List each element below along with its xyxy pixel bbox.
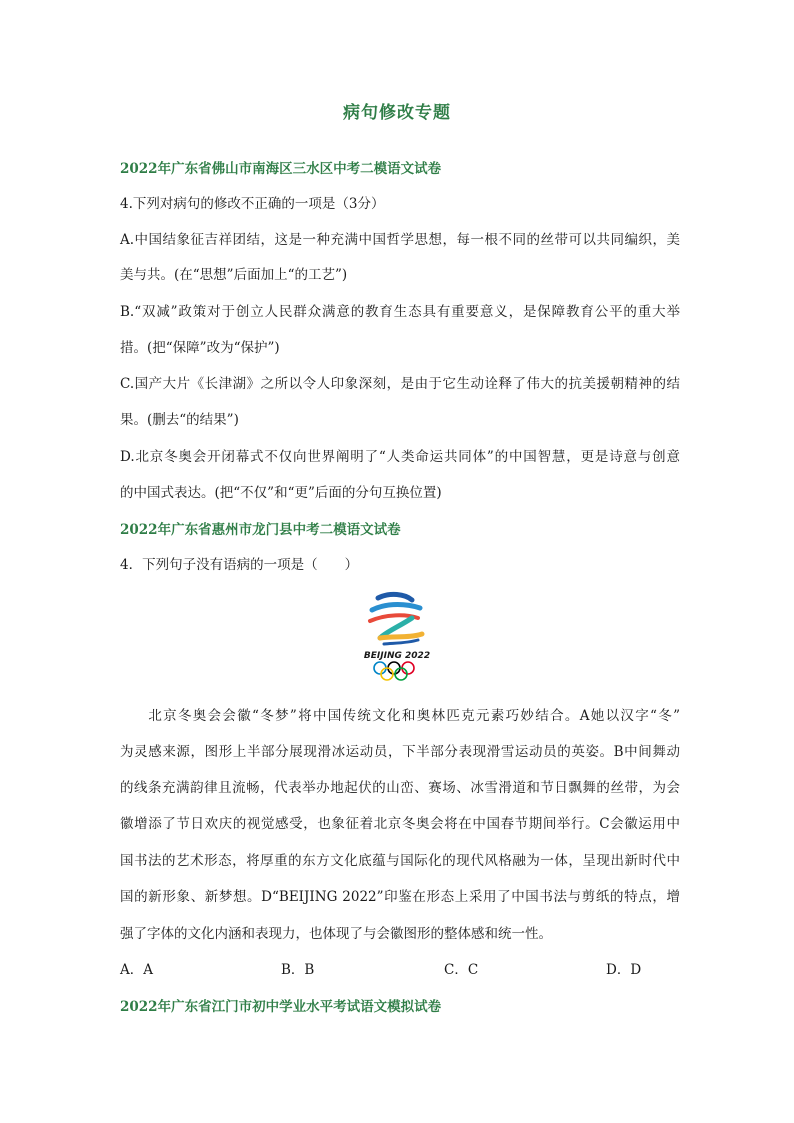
passage-line-6: 国的新形象、新梦想。D“BEIJING 2022”印鉴在形态上采用了中国书法与剪纸的特点，增 [120,889,680,905]
exam-source-heading: 2022年广东省佛山市南海区三水区中考二模语文试卷 [120,161,442,177]
passage-line-2: 为灵感来源，图形上半部分展现滑冰运动员，下半部分表现滑雪运动员的英姿。B中间舞动 [120,744,680,760]
passage-line-1: 北京冬奥会会徽“冬梦”将中国传统文化和奥林匹克元素巧妙结合。A她以汉字“冬” [147,708,680,724]
passage-line-5: 国书法的艺术形态，将厚重的东方文化底蕴与国际化的现代风格融为一体，呈现出新时代中 [120,853,680,869]
passage-line-4: 徽增添了节日欢庆的视觉感受，也象征着北京冬奥会将在中国春节期间举行。C会徽运用中 [120,816,680,832]
passage-line-7: 强了字体的文化内涵和表现力，也体现了与会徽图形的整体感和统一性。 [120,926,552,942]
emblem-wordmark: BEIJING 2022 [363,651,431,661]
choice-c: C．C [444,962,479,978]
question-stem: 4.下列对病句的修改不正确的一项是（3分） [120,196,385,212]
option-a-line-2: 美与共。(在“思想”后面加上“的工艺”) [120,267,348,283]
choice-a: A．A [120,962,153,978]
option-b-line-2: 措。(把“保障”改为“保护”) [120,340,280,356]
choice-b: B．B [281,962,315,978]
option-a-line-1: A.中国结象征吉祥团结，这是一种充满中国哲学思想，每一根不同的丝带可以共同编织，美 [120,232,680,248]
passage-line-3: 的线条充满韵律且流畅，代表举办地起伏的山峦、赛场、冰雪滑道和节日飘舞的丝带，为会 [120,780,680,796]
option-d-line-1: D.北京冬奥会开闭幕式不仅向世界阐明了“人类命运共同体”的中国智慧，更是诗意与创意 [120,449,680,465]
question-stem: 4．下列句子没有语病的一项是（ ） [120,557,359,573]
option-b-line-1: B.“双减”政策对于创立人民群众满意的教育生态具有重要意义，是保障教育公平的重大举 [120,304,680,320]
option-c-line-1: C.国产大片《长津湖》之所以令人印象深刻，是由于它生动诠释了伟大的抗美援朝精神的结 [120,376,680,392]
olympic-rings-icon [374,662,414,680]
beijing-2022-emblem [350,588,444,686]
exam-source-heading: 2022年广东省江门市初中学业水平考试语文模拟试卷 [120,999,442,1015]
choice-d: D．D [606,962,642,978]
page-title: 病句修改专题 [343,103,451,123]
option-d-line-2: 的中国式表达。(把“不仅”和“更”后面的分句互换位置) [120,485,442,501]
exam-source-heading: 2022年广东省惠州市龙门县中考二模语文试卷 [120,522,401,538]
option-c-line-2: 果。(删去“的结果”) [120,412,239,428]
